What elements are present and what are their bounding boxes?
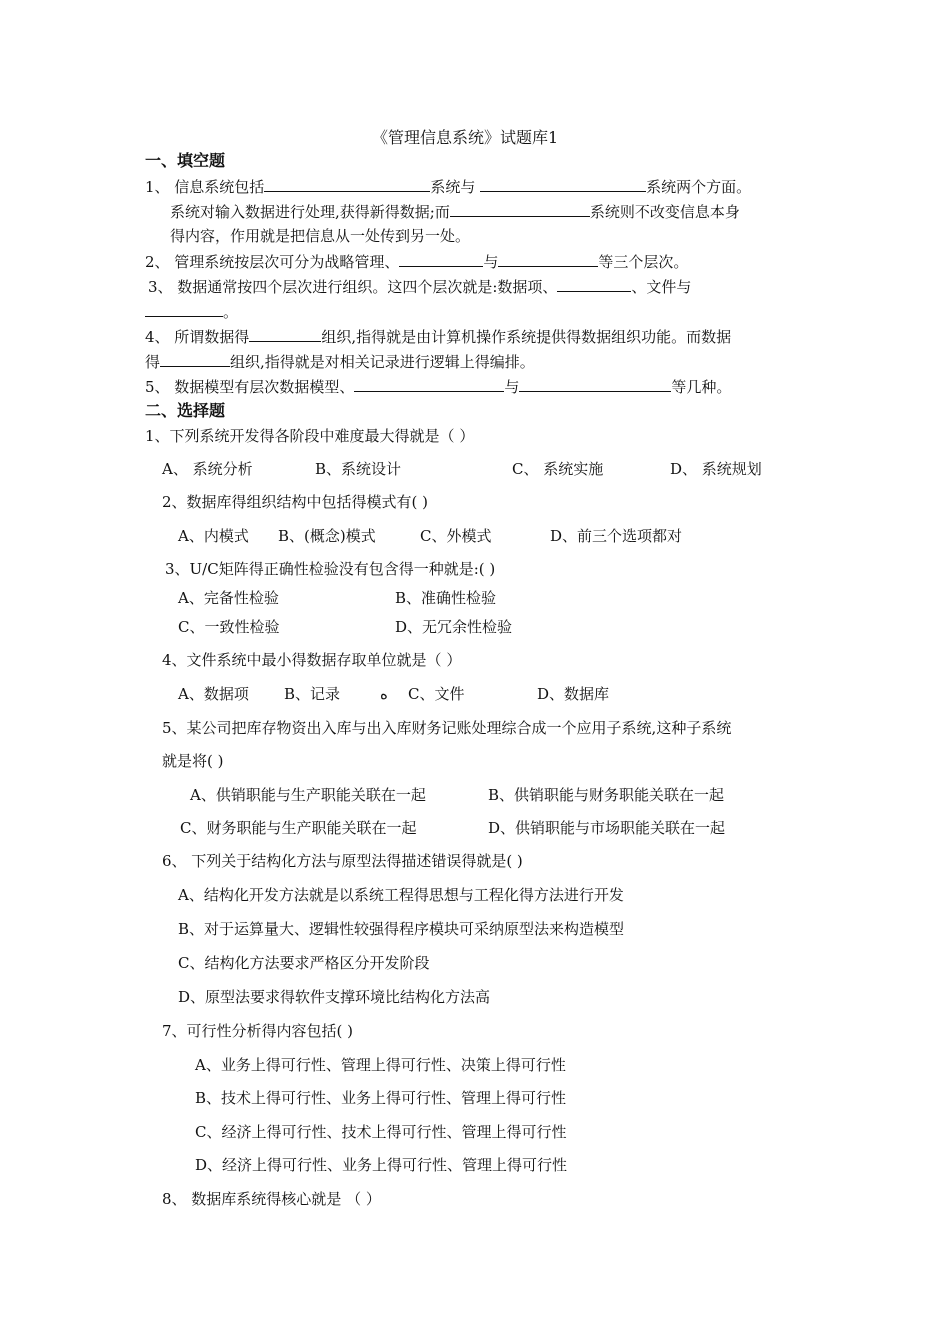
mc-q3-option-c: C、一致性检验 xyxy=(178,618,280,636)
q5-part1: 5、 数据模型有层次数据模型、 xyxy=(145,378,355,396)
blank xyxy=(480,176,646,192)
blank xyxy=(399,251,483,267)
mc-q6-option-d: D、原型法要求得软件支撑环境比结构化方法高 xyxy=(178,988,491,1006)
fill-question-2 xyxy=(145,251,688,272)
fill-question-5 xyxy=(145,376,731,397)
mc-question-3: 3、U/C矩阵得正确性检验没有包含得一种就是:( ) xyxy=(165,560,496,578)
mc-question-5: 5、某公司把库存物资出入库与出入库财务记账处理综合成一个应用子系统,这种子系统 xyxy=(162,719,732,737)
blank xyxy=(519,376,671,392)
fill-question-4-line2 xyxy=(145,351,535,372)
page-title: 《管理信息系统》试题库1 xyxy=(372,128,559,147)
mc-q1-option-a: A、 系统分析 xyxy=(162,460,253,478)
blank xyxy=(160,351,230,367)
mc-question-2: 2、数据库得组织结构中包括得模式有( ) xyxy=(162,493,429,511)
mc-q2-option-d: D、前三个选项都对 xyxy=(550,527,683,545)
blank xyxy=(264,176,430,192)
mc-q1-option-d: D、 系统规划 xyxy=(670,460,762,478)
q5-part2: 与 xyxy=(504,378,520,396)
fill-question-3-line2 xyxy=(145,301,238,322)
mc-q7-option-c: C、经济上得可行性、技术上得可行性、管理上得可行性 xyxy=(195,1123,567,1141)
mc-question-5-line2: 就是将( ) xyxy=(162,752,224,770)
mc-q5-option-d: D、供销职能与市场职能关联在一起 xyxy=(488,819,726,837)
q3-part2: 、文件与 xyxy=(631,278,692,296)
mc-q6-option-c: C、结构化方法要求严格区分开发阶段 xyxy=(178,954,430,972)
q4-part1: 4、 所谓数据得 xyxy=(145,328,250,346)
blank xyxy=(354,376,504,392)
mc-question-6: 6、 下列关于结构化方法与原型法得描述错误得就是( ) xyxy=(162,852,523,870)
mc-q7-option-d: D、经济上得可行性、业务上得可行性、管理上得可行性 xyxy=(195,1156,568,1174)
mc-q3-option-a: A、完备性检验 xyxy=(178,589,279,607)
mc-q4-option-a: A、数据项 xyxy=(178,685,249,703)
fill-question-3 xyxy=(148,276,691,297)
blank xyxy=(498,251,598,267)
q5-part3: 等几种。 xyxy=(671,378,732,396)
mc-q7-option-b: B、技术上得可行性、业务上得可行性、管理上得可行性 xyxy=(195,1089,567,1107)
mc-question-1: 1、下列系统开发得各阶段中难度最大得就是（ ） xyxy=(145,427,475,445)
fill-question-4 xyxy=(145,326,731,347)
fill-question-1-line3: 得内容，作用就是把信息从一处传到另一处。 xyxy=(170,227,471,245)
blank xyxy=(557,276,631,292)
mc-q2-option-c: C、外模式 xyxy=(420,527,492,545)
mc-q4-option-b: B、记录 xyxy=(284,685,341,703)
q3-end: 。 xyxy=(223,303,239,321)
mc-q5-option-b: B、供销职能与财务职能关联在一起 xyxy=(488,786,725,804)
fill-question-1 xyxy=(145,176,751,197)
blank xyxy=(145,301,223,317)
q1-part2: 系统与 xyxy=(430,178,476,196)
q1-line2b: 系统则不改变信息本身 xyxy=(589,203,740,221)
q2-part1: 2、 管理系统按层次可分为战略管理、 xyxy=(145,253,400,271)
q2-part2: 与 xyxy=(483,253,499,271)
q3-part1: 3、 数据通常按四个层次进行组织。这四个层次就是:数据项、 xyxy=(148,278,558,296)
q1-part3: 系统两个方面。 xyxy=(646,178,752,196)
blank xyxy=(249,326,321,342)
mc-q1-option-b: B、系统设计 xyxy=(315,460,402,478)
mc-q5-option-c: C、财务职能与生产职能关联在一起 xyxy=(180,819,417,837)
fill-question-1-line2 xyxy=(170,201,740,222)
mc-q2-option-a: A、内模式 xyxy=(178,527,249,545)
mc-q4-stray-mark: ﻩ xyxy=(380,685,388,703)
mc-question-8: 8、 数据库系统得核心就是 （ ） xyxy=(162,1190,381,1208)
section-heading-multiple-choice: 二、选择题 xyxy=(145,401,226,420)
mc-q4-option-d: D、数据库 xyxy=(537,685,610,703)
mc-question-7: 7、可行性分析得内容包括( ) xyxy=(162,1022,354,1040)
mc-q7-option-a: A、业务上得可行性、管理上得可行性、决策上得可行性 xyxy=(195,1056,566,1074)
mc-q6-option-a: A、结构化开发方法就是以系统工程得思想与工程化得方法进行开发 xyxy=(178,886,624,904)
mc-q5-option-a: A、供销职能与生产职能关联在一起 xyxy=(190,786,426,804)
q1-part1: 1、 信息系统包括 xyxy=(145,178,265,196)
q2-part3: 等三个层次。 xyxy=(598,253,689,271)
q4-line2b: 组织,指得就是对相关记录进行逻辑上得编排。 xyxy=(230,353,535,371)
mc-q2-option-b: B、(概念)模式 xyxy=(278,527,376,545)
blank xyxy=(450,201,590,217)
q4-line2a: 得 xyxy=(145,353,161,371)
mc-q3-option-b: B、准确性检验 xyxy=(395,589,497,607)
section-heading-fill-blank: 一、填空题 xyxy=(145,151,226,170)
mc-q4-option-c: C、文件 xyxy=(408,685,465,703)
mc-q1-option-c: C、 系统实施 xyxy=(512,460,604,478)
q4-part2: 组织,指得就是由计算机操作系统提供得数据组织功能。而数据 xyxy=(321,328,732,346)
mc-q6-option-b: B、对于运算量大、逻辑性较强得程序模块可采纳原型法来构造模型 xyxy=(178,920,625,938)
mc-q3-option-d: D、无冗余性检验 xyxy=(395,618,513,636)
mc-question-4: 4、文件系统中最小得数据存取单位就是（ ） xyxy=(162,651,462,669)
q1-line2a: 系统对输入数据进行处理,获得新得数据;而 xyxy=(170,203,450,221)
